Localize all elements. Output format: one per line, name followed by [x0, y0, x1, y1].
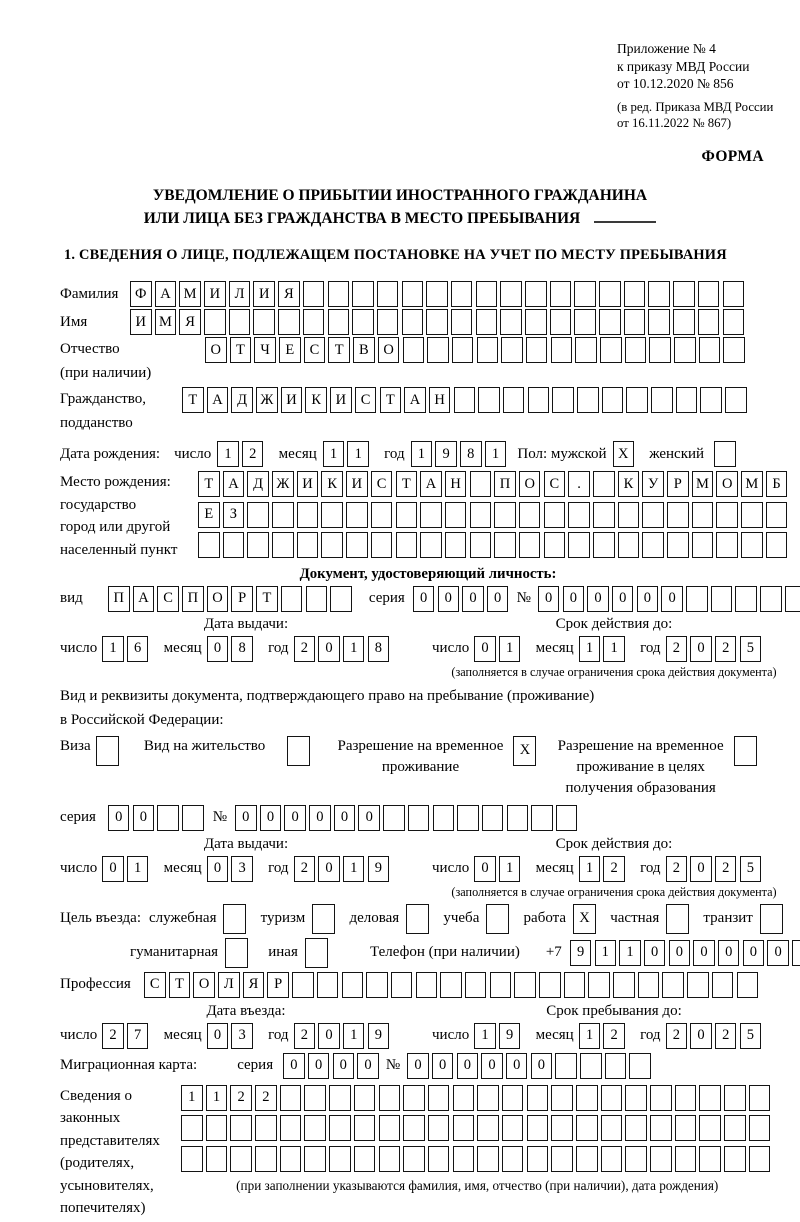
month-label: месяц	[535, 860, 574, 876]
stay-doc-options	[60, 736, 796, 799]
patronymic-row	[60, 337, 796, 385]
edition-line: (в ред. Приказа МВД России	[617, 99, 774, 114]
profession-row	[60, 972, 796, 998]
birth-place-label-settlement: населенный пункт	[60, 541, 178, 558]
entry-dates	[60, 1002, 796, 1049]
birth-month-cells[interactable]: 1 1	[323, 441, 372, 467]
purpose-tourism-checkbox[interactable]	[312, 904, 338, 934]
representatives-cells-row1[interactable]: 1 1 2 2	[181, 1085, 774, 1111]
identity-issue-day[interactable]: 1 6	[102, 636, 151, 662]
stay-doc-series-cells[interactable]: 0 0	[108, 805, 207, 831]
migration-series-cells[interactable]: 0 0 0 0	[283, 1053, 382, 1079]
month-label: месяц	[535, 1027, 574, 1043]
purpose-humanitarian-checkbox[interactable]	[225, 938, 251, 968]
stay-doc-line2: в Российской Федерации:	[60, 711, 224, 728]
day-label: число	[174, 445, 212, 462]
representatives-label-4: (родителях,	[60, 1155, 135, 1171]
stay-doc-valid-month[interactable]: 1 2	[579, 856, 628, 882]
valid-until-note: (заполняется в случае ограничения срока действия документа)	[451, 884, 777, 899]
patronymic-cells[interactable]: О Т Ч Е С Т В О	[205, 337, 748, 363]
citizenship-row	[60, 387, 796, 435]
form-body	[60, 281, 796, 1222]
temp-residence-edu-label-line1: Разрешение на временное	[557, 737, 724, 754]
issue-date-heading: Дата выдачи:	[203, 835, 289, 852]
series-label: серия	[237, 1057, 274, 1073]
migration-number-cells[interactable]: 0 0 0 0 0 0	[407, 1053, 654, 1079]
valid-until-heading: Срок действия до:	[555, 835, 673, 852]
visa-label: Виза	[60, 737, 91, 754]
purpose-option-study: учеба	[443, 904, 512, 934]
year-label: год	[268, 640, 289, 656]
birth-place-cells-row2[interactable]: Е З	[198, 502, 791, 528]
surname-cells[interactable]: Ф А М И Л И Я	[130, 281, 747, 307]
residence-permit-label: Вид на жительство	[143, 737, 266, 754]
temp-residence-edu-label-line2: проживание в целях	[576, 758, 705, 775]
year-label: год	[640, 1027, 661, 1043]
temp-residence-edu-option	[558, 736, 760, 799]
number-sign: №	[385, 1057, 401, 1073]
entry-month[interactable]: 0 3	[207, 1023, 256, 1049]
representatives-label-5: усыновителях,	[60, 1177, 154, 1194]
birth-date-row	[60, 441, 796, 467]
temp-residence-edu-label-line3: получения образования	[565, 779, 716, 796]
representatives-note: (при заполнении указываются фамилия, имя, отчество (при наличии), дата рождения)	[236, 1177, 719, 1193]
number-sign: №	[212, 809, 227, 825]
identity-valid-day[interactable]: 0 1	[474, 636, 523, 662]
birth-place-row	[60, 471, 796, 563]
representatives-label-3: представителях	[60, 1132, 160, 1149]
identity-doc-type-label: вид	[60, 590, 83, 606]
valid-until-heading: Срок действия до:	[555, 615, 673, 632]
stay-until-year[interactable]: 2 0 2 5	[666, 1023, 765, 1049]
year-label: год	[640, 860, 661, 876]
residence-permit-checkbox[interactable]	[287, 736, 313, 766]
purpose-label: Цель въезда:	[60, 910, 141, 926]
appendix-line: от 10.12.2020 № 856	[617, 76, 734, 92]
year-label: год	[268, 860, 289, 876]
phone-cells[interactable]: 9 1 1 0 0 0 0 0 0	[570, 940, 800, 966]
profession-cells[interactable]: С Т О Л Я Р	[144, 972, 761, 998]
phone-label: Телефон (при наличии)	[370, 944, 520, 960]
month-label: месяц	[535, 640, 574, 656]
visa-option	[60, 736, 122, 766]
profession-label: Профессия	[60, 976, 131, 992]
identity-doc-row	[60, 586, 796, 612]
stay-doc-issue-day[interactable]: 0 1	[102, 856, 151, 882]
identity-issue-month[interactable]: 0 8	[207, 636, 256, 662]
appendix-line: к приказу МВД России	[617, 58, 750, 74]
birth-day-cells[interactable]: 1 2	[217, 441, 266, 467]
representatives-cells-row3[interactable]	[181, 1146, 774, 1172]
stay-doc-series-row	[60, 805, 796, 831]
migration-card-label: Миграционная карта:	[60, 1057, 198, 1073]
series-label: серия	[60, 809, 96, 825]
stay-doc-number-cells[interactable]: 0 0 0 0 0 0	[235, 805, 581, 831]
document-title	[0, 184, 800, 231]
stay-doc-valid-day[interactable]: 0 1	[474, 856, 523, 882]
day-label: число	[432, 860, 470, 876]
purpose-other-checkbox[interactable]	[305, 938, 331, 968]
citizenship-sublabel: подданство	[60, 415, 133, 431]
identity-issue-year[interactable]: 2 0 1 8	[294, 636, 393, 662]
purpose-option-business: деловая	[349, 904, 432, 934]
temp-residence-option	[337, 736, 539, 778]
citizenship-cells[interactable]: Т А Д Ж И К И С Т А Н	[182, 387, 750, 413]
identity-doc-heading: Документ, удостоверяющий личность:	[299, 565, 557, 582]
temp-residence-label-line1: Разрешение на временное	[337, 737, 504, 754]
month-label: месяц	[163, 640, 202, 656]
form-label: ФОРМА	[701, 148, 764, 165]
identity-doc-dates	[60, 615, 796, 680]
document-title-line1: УВЕДОМЛЕНИЕ О ПРИБЫТИИ ИНОСТРАННОГО ГРАЖДАНИНА	[152, 187, 648, 204]
stay-doc-issue-year[interactable]: 2 0 1 9	[294, 856, 393, 882]
day-label: число	[432, 640, 470, 656]
document-title-line2: ИЛИ ЛИЦА БЕЗ ГРАЖДАНСТВА В МЕСТО ПРЕБЫВАНИЯ	[143, 210, 581, 228]
representatives-label-2: законных	[60, 1110, 121, 1126]
temp-residence-label-line2: проживание	[381, 758, 460, 775]
identity-doc-type-cells[interactable]: П А С П О Р Т	[108, 586, 355, 612]
migration-card-row	[60, 1053, 796, 1079]
series-label: серия	[368, 590, 405, 606]
purpose-option-private: частная	[610, 904, 692, 934]
day-label: число	[60, 860, 98, 876]
stay-doc-issue-month[interactable]: 0 3	[207, 856, 256, 882]
stay-until-heading: Срок пребывания до:	[546, 1002, 682, 1019]
given-name-label: Имя	[60, 313, 88, 330]
stay-doc-valid-year[interactable]: 2 0 2 5	[666, 856, 765, 882]
year-label: год	[640, 640, 661, 656]
patronymic-sublabel: (при наличии)	[60, 365, 152, 381]
birth-date-label: Дата рождения:	[60, 445, 161, 462]
purpose-private-checkbox[interactable]	[666, 904, 692, 934]
purpose-work-checkbox[interactable]: X	[573, 904, 599, 934]
issue-date-heading: Дата выдачи:	[203, 615, 289, 632]
entry-date-heading: Дата въезда:	[206, 1002, 286, 1019]
representatives-label-6: попечителях)	[60, 1200, 146, 1216]
sex-female-label: женский	[649, 445, 705, 462]
purpose-study-checkbox[interactable]	[486, 904, 512, 934]
citizenship-label: Гражданство,	[60, 391, 147, 407]
purpose-row-1	[60, 904, 796, 934]
phone-prefix: +7	[545, 944, 562, 960]
year-label: год	[268, 1027, 289, 1043]
birth-year-cells[interactable]: 1 9 8 1	[411, 441, 510, 467]
birth-place-label: Место рождения:	[60, 474, 171, 490]
surname-row	[60, 281, 796, 307]
birth-place-label-state: государство	[60, 496, 137, 513]
given-name-row	[60, 309, 796, 335]
valid-until-note: (заполняется в случае ограничения срока действия документа)	[451, 664, 777, 679]
representatives-cells-row2[interactable]	[181, 1115, 774, 1141]
entry-year[interactable]: 2 0 1 9	[294, 1023, 393, 1049]
purpose-option-tourism: туризм	[261, 904, 339, 934]
stay-doc-dates	[60, 835, 796, 900]
given-name-cells[interactable]: И М Я	[130, 309, 747, 335]
day-label: число	[60, 640, 98, 656]
month-label: месяц	[163, 1027, 202, 1043]
purpose-transit-checkbox[interactable]	[760, 904, 786, 934]
sex-male-label: Пол: мужской	[517, 445, 607, 462]
year-label: год	[384, 445, 405, 462]
residence-permit-option	[144, 736, 314, 766]
purpose-option-humanitarian: гуманитарная	[130, 938, 251, 968]
month-label: месяц	[163, 860, 202, 876]
section1-heading: 1. СВЕДЕНИЯ О ЛИЦЕ, ПОДЛЕЖАЩЕМ ПОСТАНОВКЕ НА УЧЕТ ПО МЕСТУ ПРЕБЫВАНИЯ	[64, 247, 727, 263]
birth-place-label-city: город или другой	[60, 519, 171, 535]
number-sign: №	[516, 590, 531, 606]
identity-doc-number-cells[interactable]: 0 0 0 0 0 0	[538, 586, 800, 612]
stay-until-day[interactable]: 1 9	[474, 1023, 523, 1049]
day-label: число	[432, 1027, 470, 1043]
representatives-label-1: Сведения о	[60, 1087, 132, 1104]
title-blank-underline	[594, 220, 656, 223]
sex-male-checkbox[interactable]: X	[613, 441, 638, 467]
identity-valid-month[interactable]: 1 1	[579, 636, 628, 662]
birth-place-cells-row1[interactable]: Т А Д Ж И К И С Т А Н П О С . К У Р М О М Б	[198, 471, 791, 497]
purpose-option-official: служебная	[149, 904, 250, 934]
purpose-option-work: работа X	[524, 904, 600, 934]
identity-valid-year[interactable]: 2 0 2 5	[666, 636, 765, 662]
visa-checkbox[interactable]	[96, 736, 122, 766]
sex-female-checkbox[interactable]	[714, 441, 739, 467]
birth-place-cells-row3[interactable]	[198, 532, 791, 558]
month-label: месяц	[278, 445, 317, 462]
appendix-block	[617, 40, 773, 132]
appendix-line: Приложение № 4	[617, 41, 716, 56]
identity-doc-series-cells[interactable]: 0 0 0 0	[413, 586, 512, 612]
temp-residence-checkbox[interactable]: X	[513, 736, 539, 766]
surname-label: Фамилия	[60, 285, 119, 302]
purpose-option-other: иная	[268, 938, 331, 968]
stay-until-month[interactable]: 1 2	[579, 1023, 628, 1049]
purpose-official-checkbox[interactable]	[223, 904, 249, 934]
patronymic-label: Отчество	[60, 341, 120, 357]
purpose-option-transit: транзит	[703, 904, 786, 934]
edition-line: от 16.11.2022 № 867)	[617, 116, 732, 131]
day-label: число	[60, 1027, 98, 1043]
temp-residence-edu-checkbox[interactable]	[734, 736, 760, 766]
entry-day[interactable]: 2 7	[102, 1023, 151, 1049]
purpose-row-2	[60, 938, 796, 968]
representatives-row	[60, 1085, 796, 1220]
purpose-business-checkbox[interactable]	[406, 904, 432, 934]
stay-doc-line1: Вид и реквизиты документа, подтверждающего право на пребывание (проживание)	[60, 687, 595, 704]
